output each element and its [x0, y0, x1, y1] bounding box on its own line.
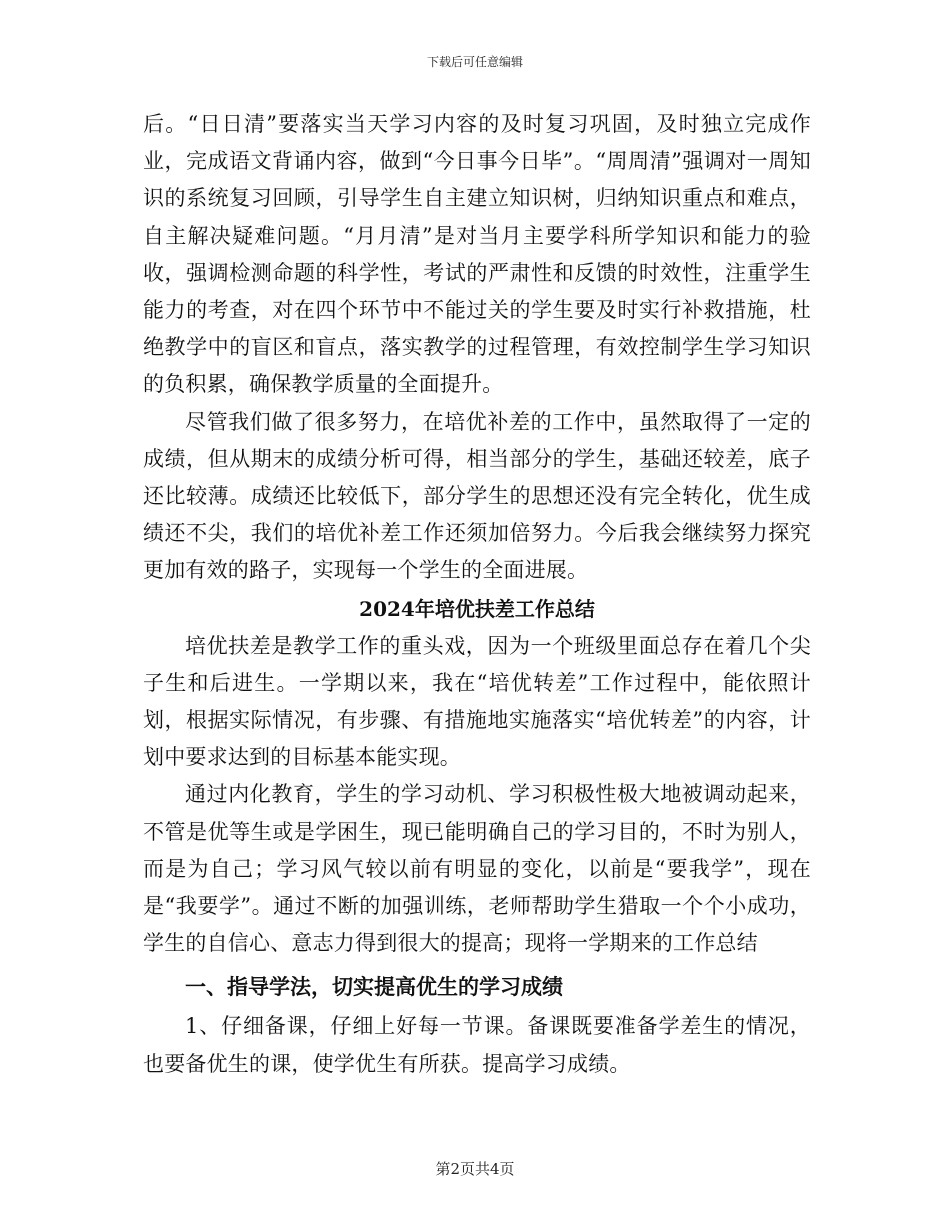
- paragraph-efforts-summary: 尽管我们做了很多努力，在培优补差的工作中，虽然取得了一定的成绩，但从期末的成绩分析可得，相当部分的学生，基础还较差，底子还比较薄。成绩还比较低下，部分学生的思想还没有完全转化，优生成绩还不尖，我们的培优补差工作还须加倍努力。今后我会继续努力探究更加有效的路子，实现每一个学生的全面进展。: [143, 409, 811, 583]
- section-heading-1: 一、指导学法，切实提高优生的学习成绩: [185, 974, 563, 1000]
- paragraph-intro: 培优扶差是教学工作的重头戏，因为一个班级里面总存在着几个尖子生和后进生。一学期以来，我在“培优转差”工作过程中，能依照计划，根据实际情况，有步骤、有措施地实施落实“培优转差”的内容，计划中要求达到的目标基本能实现。: [143, 633, 811, 770]
- paragraph-internalized-education: 通过内化教育，学生的学习动机、学习积极性极大地被调动起来，不管是优等生或是学困生，现已能明确自己的学习目的，不时为别人，而是为自己；学习风气较以前有明显的变化，以前是“要我学”，现在是“我要学”。通过不断的加强训练，老师帮助学生猎取一个个小成功，学生的自信心、意志力得到很大的提高；现将一学期来的工作总结: [143, 782, 811, 956]
- page-footer: 第2页共4页: [435, 1160, 515, 1178]
- paragraph-item-1: 1、仔细备课，仔细上好每一节课。备课既要准备学差生的情况，也要备优生的课，使学优生有所获。提高学习成绩。: [143, 1014, 811, 1076]
- document-body: [143, 106, 811, 1083]
- paragraph-continuation: 后。“日日清”要落实当天学习内容的及时复习巩固，及时独立完成作业，完成语文背诵内容，做到“今日事今日毕”。“周周清”强调对一周知识的系统复习回顾，引导学生自主建立知识树，归纳知识重点和难点，自主解决疑难问题。“月月清”是对当月主要学科所学知识和能力的验收，强调检测命题的科学性，考试的严肃性和反馈的时效性，注重学生能力的考查，对在四个环节中不能过关的学生要及时实行补救措施，杜绝教学中的盲区和盲点，落实教学的过程管理，有效控制学生学习知识的负积累，确保教学质量的全面提升。: [143, 112, 811, 397]
- document-title: 2024年培优扶差工作总结: [359, 596, 595, 621]
- page-header: 下载后可任意编辑: [426, 55, 523, 69]
